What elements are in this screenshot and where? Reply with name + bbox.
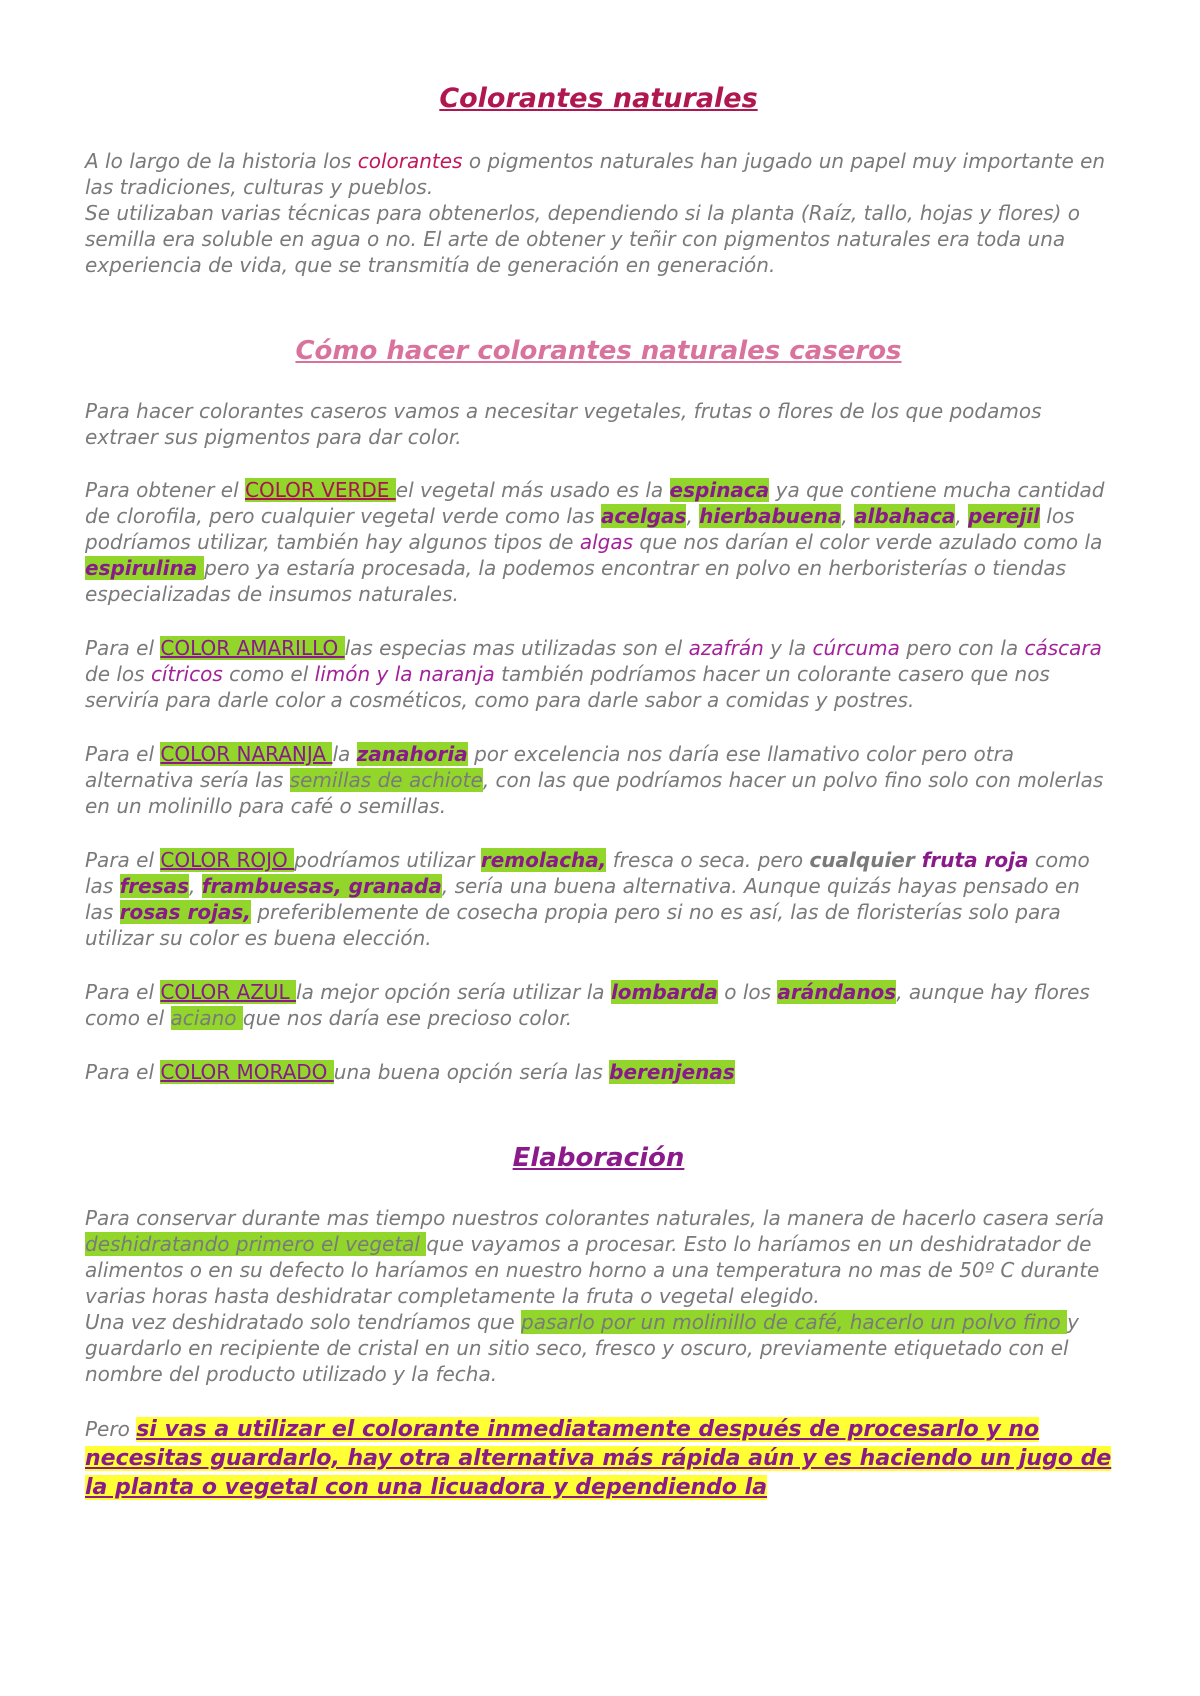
hl-deshidratando: deshidratando primero el vegetal xyxy=(85,1232,427,1256)
intro-paragraph-1: A lo largo de la historia los colorantes o pigmentos naturales han jugado un papel muy importante en las tradiciones, culturas y pueblos. xyxy=(85,149,1106,199)
section-title-elaboracion: Elaboración xyxy=(512,1143,685,1173)
section-title-como-hacer: Cómo hacer colorantes naturales caseros xyxy=(295,336,902,366)
kw-espinaca: espinaca xyxy=(669,478,770,502)
kw-limon: limón y la naranja xyxy=(314,662,495,686)
kw-citricos: cítricos xyxy=(150,662,223,686)
document-title: Colorantes naturales xyxy=(439,83,758,114)
elaboracion-paragraph-1: Para conservar durante mas tiempo nuestros colorantes naturales, la manera de hacerlo casera sería deshidratando primero el vegetal que vayamos a procesar. Esto lo haríamos en un deshidratador de alimentos o en su defecto lo haríamos en nuestro horno a una temperatura no mas de 50º C durante varias horas hasta deshidratar completamente la fruta o vegetal elegido. xyxy=(85,1206,1105,1308)
paragraph-naranja: Para el COLOR NARANJA la zanahoria por excelencia nos daría ese llamativo color pero otra alternativa sería las semillas de achiote, con las que podríamos hacer un polvo fino solo con molerlas en un molinillo para café o semillas. xyxy=(85,742,1104,818)
kw-aciano: aciano xyxy=(170,1006,243,1030)
kw-perejil: perejil xyxy=(968,504,1040,528)
kw-algas: algas xyxy=(579,530,634,554)
hl-molinillo: pasarlo por un molinillo de café, hacerlo un polvo fino xyxy=(521,1310,1068,1334)
kw-espirulina: espirulina xyxy=(85,556,205,580)
kw-fresas: fresas xyxy=(119,874,190,898)
kw-fruta-roja: fruta roja xyxy=(921,848,1029,872)
paragraph-rojo: Para el COLOR ROJO podríamos utilizar remolacha, fresca o seca. pero cualquier fruta roja como las fresas, frambuesas, granada, sería una buena alternativa. Aunque quizás hayas pensado en las rosas rojas, preferiblemente de cosecha propia pero si no es así, las de floristerías solo para utilizar su color es buena elección. xyxy=(85,848,1090,950)
kw-rosas-rojas: rosas rojas, xyxy=(119,900,251,924)
final-paragraph: Pero si vas a utilizar el colorante inmediatamente después de procesarlo y no necesitas guardarlo, hay otra alternativa más rápida aún y es haciendo un jugo de la planta o vegetal con una licuadora y dependiendo la xyxy=(85,1417,1112,1500)
kw-achiote: semillas de achiote xyxy=(289,768,483,792)
kw-frambuesas: frambuesas, granada xyxy=(201,874,442,898)
label-color-naranja: COLOR NARANJA xyxy=(160,742,333,766)
label-color-verde: COLOR VERDE xyxy=(245,478,396,502)
kw-curcuma: cúrcuma xyxy=(812,636,900,660)
colorantes-link: colorantes xyxy=(357,149,463,173)
paragraph-amarillo: Para el COLOR AMARILLO las especias mas utilizadas son el azafrán y la cúrcuma pero con la cáscara de los cítricos como el limón y la naranja también podríamos hacer un colorante casero que nos serviría para darle color a cosméticos, como para darle sabor a comidas y postres. xyxy=(85,636,1102,712)
kw-zanahoria: zanahoria xyxy=(356,742,468,766)
paragraph-morado: Para el COLOR MORADO una buena opción sería las berenjenas xyxy=(85,1060,735,1084)
kw-cualquier: cualquier xyxy=(809,848,922,872)
elaboracion-paragraph-2: Una vez deshidratado solo tendríamos que pasarlo por un molinillo de café, hacerlo un polvo fino y guardarlo en recipiente de cristal en un sitio seco, fresco y oscuro, previamente etiquetado con el nombre del producto utilizado y la fecha. xyxy=(85,1310,1079,1386)
label-color-rojo: COLOR ROJO xyxy=(160,848,295,872)
kw-azafran: azafrán xyxy=(688,636,764,660)
kw-cascara: cáscara xyxy=(1024,636,1102,660)
paragraph-azul: Para el COLOR AZUL la mejor opción sería utilizar la lombarda o los arándanos, aunque hay flores como el aciano que nos daría ese precioso color. xyxy=(85,980,1090,1030)
label-color-amarillo: COLOR AMARILLO xyxy=(160,636,345,660)
kw-acelgas: acelgas xyxy=(600,504,687,528)
kw-hierbabuena: hierbabuena xyxy=(699,504,842,528)
kw-berenjenas: berenjenas xyxy=(609,1060,735,1084)
paragraph-verde: Para obtener el COLOR VERDE el vegetal más usado es la espinaca ya que contiene mucha cantidad de clorofila, pero cualquier vegetal verde como las acelgas, hierbabuena, albahaca, perejil los podríamos utilizar, también hay algunos tipos de algas que nos darían el color verde azulado como la espirulina pero ya estaría procesada, la podemos encontrar en polvo en herboristerías o tiendas especializadas de insumos naturales. xyxy=(85,478,1105,606)
kw-albahaca: albahaca xyxy=(854,504,956,528)
label-color-morado: COLOR MORADO xyxy=(160,1060,334,1084)
kw-lombarda: lombarda xyxy=(610,980,718,1004)
yellow-highlight-text: si vas a utilizar el colorante inmediatamente después de procesarlo y no necesitas guardarlo, hay otra alternativa más rápida aún y es haciendo un jugo de la planta o vegetal con una licuadora y dependiendo la xyxy=(85,1417,1112,1500)
label-color-azul: COLOR AZUL xyxy=(160,980,297,1004)
section2-intro: Para hacer colorantes caseros vamos a necesitar vegetales, frutas o flores de los que podamos extraer sus pigmentos para dar color. xyxy=(85,399,1042,449)
intro-paragraph-2: Se utilizaban varias técnicas para obtenerlos, dependiendo si la planta (Raíz, tallo, hojas y flores) o semilla era soluble en agua o no. El arte de obtener y teñir con pigmentos naturales era toda una experiencia de vida, que se transmitía de generación en generación. xyxy=(85,201,1081,277)
kw-remolacha: remolacha, xyxy=(480,848,607,872)
kw-arandanos: arándanos xyxy=(777,980,897,1004)
